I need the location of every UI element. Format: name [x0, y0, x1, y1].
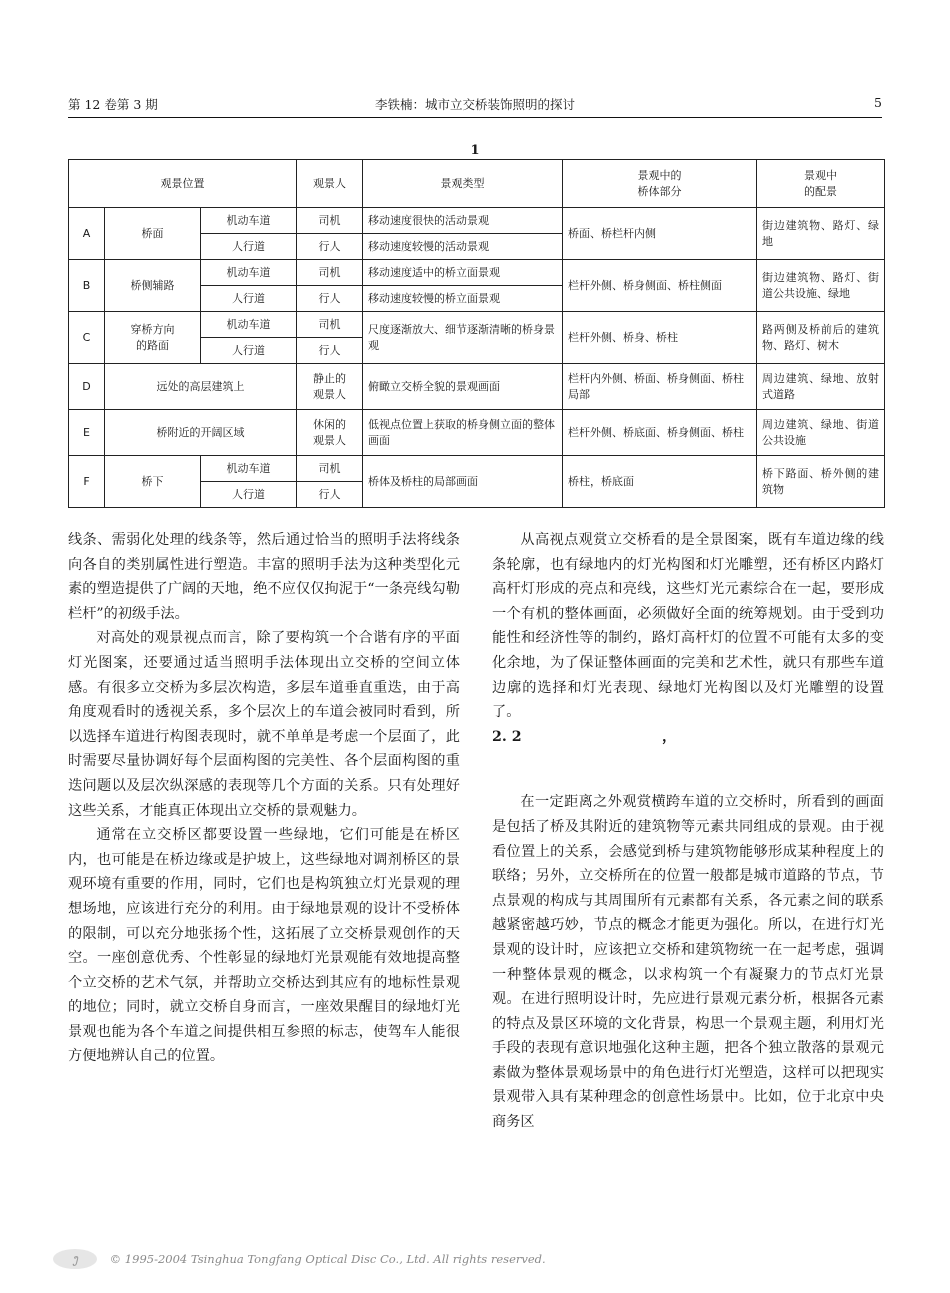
- journal-volume-issue: 第 12 卷第 3 期: [68, 97, 158, 112]
- row-scenery: 街边建筑物、路灯、绿地: [757, 208, 885, 260]
- row-bridge-part: 栏杆外侧、桥身侧面、桥柱侧面: [563, 260, 757, 312]
- table-label: 1: [470, 143, 480, 158]
- row-scenery: 周边建筑、绿地、放射式道路: [757, 364, 885, 410]
- row-viewer: 休闲的 观景人: [297, 410, 363, 456]
- header-bridge-part: 景观中的 桥体部分: [563, 160, 757, 208]
- row-viewer: 行人: [297, 338, 363, 364]
- header-view-position: 观景位置: [69, 160, 297, 208]
- row-position: 桥侧辅路: [105, 260, 201, 312]
- row-lane: 人行道: [201, 234, 297, 260]
- row-bridge-part: 桥柱，桥底面: [563, 456, 757, 508]
- section-heading-comma: ，: [662, 728, 677, 745]
- row-viewer: 司机: [297, 208, 363, 234]
- paragraph: 对高处的观景视点而言，除了要构筑一个合谐有序的平面灯光图案，还要通过适当照明手法体现出立交桥的空间立体感。有很多立交桥为多层次构造，多层车道垂直重迭，由于高角度观看时的透视关系，多个层次上的车道会被同时看到，所以选择车道进行构图表现时，就不单单是考虑一个层面了，此时需要尽量协调好每个层面构图的完美性、各个层面构图的重迭问题以及层次纵深感的表现等几个方面的关系。只有处理好这些关系，才能真正体现出立交桥的景观魅力。: [68, 630, 460, 819]
- table-row: [69, 260, 885, 286]
- row-type: 移动速度很快的活动景观: [363, 208, 563, 234]
- row-viewer: 司机: [297, 312, 363, 338]
- row-bridge-part: 栏杆内外侧、桥面、桥身侧面、桥柱局部: [563, 364, 757, 410]
- row-type: 俯瞰立交桥全貌的景观画面: [363, 364, 563, 410]
- row-scenery: 桥下路面、桥外侧的建筑物: [757, 456, 885, 508]
- page-number: 5: [874, 95, 882, 110]
- row-type: 桥体及桥柱的局部画面: [363, 456, 563, 508]
- row-position: 桥附近的开阔区域: [105, 410, 297, 456]
- table-row: [69, 410, 885, 456]
- row-id: C: [69, 312, 105, 364]
- paragraph: 通常在立交桥区都要设置一些绿地，它们可能是在桥区内，也可能是在桥边缘或是护坡上，这些绿地对调剂桥区的景观环境有重要的作用，同时，它们也是构筑独立灯光景观的理想场地，应该进行充分的利用。由于绿地景观的设计不受桥体的限制，可以充分地张扬个性，这拓展了立交桥景观创作的天空。一座创意优秀、个性彰显的绿地灯光景观能有效地提高整个立交桥的艺术气氛，并帮助立交桥达到其应有的地标性景观的地位；同时，就立交桥自身而言，一座效果醒目的绿地灯光景观也能为各个车道之间提供相互参照的标志，使驾车人能很方便地辨认自己的位置。: [68, 827, 460, 1065]
- copyright-footer: [50, 1246, 546, 1272]
- row-bridge-part: 栏杆外侧、桥底面、桥身侧面、桥柱: [563, 410, 757, 456]
- table-header-row: [69, 160, 885, 208]
- header-rule: [68, 117, 882, 118]
- row-viewer: 司机: [297, 260, 363, 286]
- running-header: [68, 95, 882, 117]
- row-bridge-part: 栏杆外侧、桥身、桥柱: [563, 312, 757, 364]
- article-running-title: 李铁楠：城市立交桥装饰照明的探讨: [374, 97, 575, 112]
- row-type: 尺度逐渐放大、细节逐渐清晰的桥身景观: [363, 312, 563, 364]
- body-column-left: [68, 528, 460, 1069]
- table-row: [69, 456, 885, 482]
- row-scenery: 街边建筑物、路灯、街道公共设施、绿地: [757, 260, 885, 312]
- row-type: 移动速度适中的桥立面景观: [363, 260, 563, 286]
- row-lane: 机动车道: [201, 312, 297, 338]
- section-gap: [492, 749, 884, 790]
- row-type: 低视点位置上获取的桥身侧立面的整体画面: [363, 410, 563, 456]
- row-id: D: [69, 364, 105, 410]
- row-scenery: 路两侧及桥前后的建筑物、路灯、树木: [757, 312, 885, 364]
- row-lane: 机动车道: [201, 208, 297, 234]
- row-lane: 机动车道: [201, 260, 297, 286]
- header-scenery: 景观中 的配景: [757, 160, 885, 208]
- row-type: 移动速度较慢的活动景观: [363, 234, 563, 260]
- row-position: 桥面: [105, 208, 201, 260]
- section-number: 2. 2: [492, 728, 522, 745]
- row-lane: 人行道: [201, 286, 297, 312]
- row-lane: 人行道: [201, 482, 297, 508]
- row-position: 桥下: [105, 456, 201, 508]
- header-viewer: 观景人: [297, 160, 363, 208]
- cnki-logo-icon: [50, 1246, 100, 1272]
- body-column-right: [492, 528, 884, 1135]
- header-landscape-type: 景观类型: [363, 160, 563, 208]
- paragraph: 在一定距离之外观赏横跨车道的立交桥时，所看到的画面是包括了桥及其附近的建筑物等元素共同组成的景观。由于视看位置上的关系，会感觉到桥与建筑物能够形成某种程度上的联络；另外，立交桥所在的位置一般都是城市道路的节点，节点景观的构成与其周围所有元素都有关系，各元素之间的联系越紧密越巧妙，节点的概念才能更为强化。所以，在进行灯光景观的设计时，应该把立交桥和建筑物统一在一起考虑，强调一种整体景观的概念，以求构筑一个有凝聚力的节点灯光景观。在进行照明设计时，先应进行景观元素分析，根据各元素的特点及景区环境的文化背景，构思一个景观主题，利用灯光手段的表现有意识地强化这种主题，把各个独立散落的景观元素做为整体景观场景中的角色进行灯光塑造，这样可以把现实景观带入具有某种理念的创意性场景中。比如，位于北京中央商务区: [492, 794, 884, 1131]
- row-id: E: [69, 410, 105, 456]
- table-row: [69, 208, 885, 234]
- row-type: 移动速度较慢的桥立面景观: [363, 286, 563, 312]
- row-position: 远处的高层建筑上: [105, 364, 297, 410]
- row-viewer: 行人: [297, 482, 363, 508]
- row-bridge-part: 桥面、桥栏杆内侧: [563, 208, 757, 260]
- table-row: [69, 364, 885, 410]
- svg-text:ງ: ງ: [72, 1252, 78, 1266]
- row-scenery: 周边建筑、绿地、街道公共设施: [757, 410, 885, 456]
- row-viewer: 司机: [297, 456, 363, 482]
- row-viewer: 行人: [297, 234, 363, 260]
- row-position: 穿桥方向 的路面: [105, 312, 201, 364]
- row-viewer: 行人: [297, 286, 363, 312]
- row-id: F: [69, 456, 105, 508]
- table-row: [69, 312, 885, 338]
- row-id: B: [69, 260, 105, 312]
- row-id: A: [69, 208, 105, 260]
- paragraph: 线条、需弱化处理的线条等，然后通过恰当的照明手法将线条向各自的类别属性进行塑造。丰富的照明手法为这种类型化元素的塑造提供了广阔的天地，绝不应仅仅拘泥于“一条亮线勾勒栏杆”的初级手法。: [68, 532, 460, 622]
- paragraph: 从高视点观赏立交桥看的是全景图案，既有车道边缘的线条轮廓，也有绿地内的灯光构图和灯光雕塑，还有桥区内路灯高杆灯形成的亮点和亮线，这些灯光元素综合在一起，要形成一个有机的整体画面，必须做好全面的统筹规划。由于受到功能性和经济性等的制约，路灯高杆灯的位置不可能有太多的变化余地，为了保证整体画面的完美和艺术性，就只有那些车道边廓的选择和灯光表现、绿地灯光构图以及灯光雕塑的设置了。: [492, 532, 884, 721]
- row-viewer: 静止的 观景人: [297, 364, 363, 410]
- copyright-text: © 1995-2004 Tsinghua Tongfang Optical Disc Co., Ltd. All rights reserved.: [109, 1252, 546, 1266]
- viewpoint-table: [68, 159, 885, 508]
- section-heading: [492, 725, 884, 750]
- row-lane: 人行道: [201, 338, 297, 364]
- row-lane: 机动车道: [201, 456, 297, 482]
